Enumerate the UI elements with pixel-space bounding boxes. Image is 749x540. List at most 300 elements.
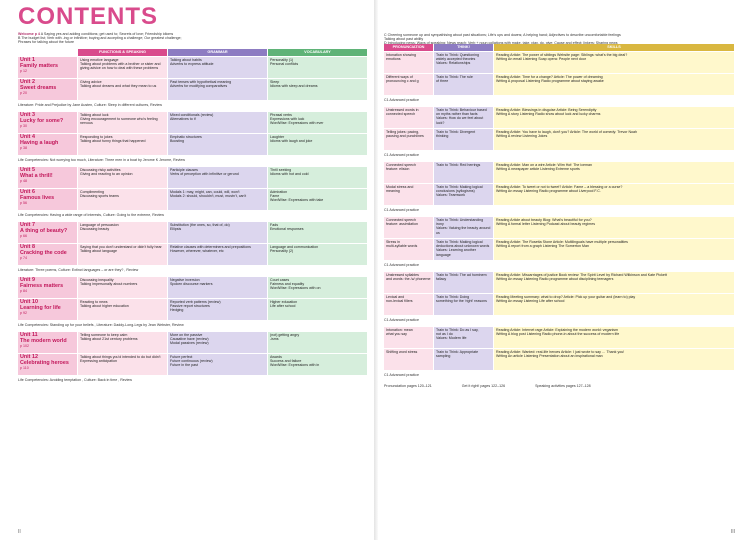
skills-row xyxy=(384,184,735,205)
review-band xyxy=(18,320,368,331)
think-line: irony xyxy=(436,222,444,227)
think-line: Train to Think: Questioning xyxy=(436,53,479,57)
functions-line: Talking about funny things that happened xyxy=(80,139,146,144)
pronunciation-line: Intonation: mean xyxy=(386,328,413,332)
footer-speaking: Speaking activities pages 127–128 xyxy=(535,383,591,388)
grammar-cell xyxy=(168,332,267,353)
think-cell xyxy=(434,107,493,128)
vocabulary-line: Idioms with hot and cold xyxy=(270,172,309,177)
vocabulary-line: Admiration xyxy=(270,190,288,194)
think-line: Train to Think: Behaviour based xyxy=(436,108,487,112)
pronunciation-line: what you say xyxy=(386,332,407,337)
header-skills: SKILLS xyxy=(494,44,734,51)
grammar-line: Boosting xyxy=(170,139,184,144)
think-line: fallacy xyxy=(436,277,447,282)
review-band xyxy=(18,375,368,386)
vocabulary-cell xyxy=(268,222,367,243)
functions-cell xyxy=(78,244,167,265)
vocabulary-line: Life after school xyxy=(270,304,296,309)
think-line: sampling xyxy=(436,354,451,359)
grammar-line: Modal passives (review) xyxy=(170,341,209,346)
skills-line: Reading Article: The Rosetta Stone Article: Multilinguals have multiple personalities xyxy=(496,240,628,244)
skills-line: Writing A proposal Listening Radio programme about staying awake xyxy=(496,79,604,84)
vocabulary-line: Personality (1) xyxy=(270,58,294,62)
skills-line: Reading Article: Man on a wire Article: Wim Hof: The iceman xyxy=(496,163,593,167)
pronunciation-cell xyxy=(384,74,433,95)
pronunciation-line: Unstressed words in xyxy=(386,108,419,112)
pronunciation-line: connected speech xyxy=(386,112,416,117)
skills-row xyxy=(384,294,735,315)
right-table-header xyxy=(384,44,735,51)
pronunciation-line: emotions xyxy=(386,57,401,62)
skills-line: Writing A newspaper article Listening Extreme sports xyxy=(496,167,580,172)
skills-line: Writing A blog post Listening Radio phone-in about the success of modern life xyxy=(496,332,620,337)
review-band xyxy=(18,210,368,221)
review-band xyxy=(18,155,368,166)
page-number-right: III xyxy=(730,529,735,536)
skills-line: Writing An email Listening Soap opera: People next door xyxy=(496,57,587,62)
skills-line: Writing An article Listening Presentation about an inspirational man xyxy=(496,354,603,359)
unit-name: Fairness matters xyxy=(20,282,64,289)
functions-line: Giving advice xyxy=(80,80,102,84)
functions-line: Talking about higher education xyxy=(80,304,129,309)
pronunciation-line: Lexical and xyxy=(386,295,405,299)
review-band xyxy=(18,100,368,111)
right-intro-section xyxy=(384,0,735,44)
skills-line: Reading Article: To tweet or not to tweet? Article: Fame – a blessing or a curse? xyxy=(496,185,623,189)
think-line: deductions about unknown words xyxy=(436,244,490,249)
vocabulary-line: Expressions with luck xyxy=(270,117,305,122)
unit-number: Unit 5 xyxy=(20,167,35,173)
functions-cell xyxy=(78,222,167,243)
unit-row xyxy=(18,277,368,298)
unit-cell xyxy=(18,332,77,353)
skills-cell xyxy=(494,74,734,95)
vocabulary-cell xyxy=(268,244,367,265)
think-line: Train to Think: Divergent xyxy=(436,130,476,134)
unit-name: Sweet dreams xyxy=(20,84,57,91)
functions-line: Expressing anticipation xyxy=(80,359,117,364)
think-line: Train to Think: Making logical xyxy=(436,185,483,189)
vocabulary-line: Awards xyxy=(270,355,282,359)
skills-line: Writing A review Listening Jokes xyxy=(496,134,548,139)
think-line: on myths rather than facts xyxy=(436,112,478,117)
vocabulary-cell xyxy=(268,134,367,155)
unit-number: Unit 6 xyxy=(20,189,35,195)
think-cell xyxy=(434,327,493,348)
page-title: CONTENTS xyxy=(18,3,158,30)
footer-line xyxy=(384,382,735,390)
pronunciation-line: Shifting word stress xyxy=(386,350,418,354)
vocabulary-line: WordWise: Expressions with take xyxy=(270,198,324,203)
functions-line: Talking about 21st century problems xyxy=(80,337,138,342)
footer-get-it-right: Get it right! pages 122–126 xyxy=(461,383,506,388)
review-band-text: Life Competencies: Not worrying too much, Literature: Three men in a boat by Jerome K Jerome, Review xyxy=(18,158,185,163)
header-grammar: GRAMMAR xyxy=(168,49,267,56)
skills-line: Reading Article: The power of siblings Website page: Siblings: what's the big deal? xyxy=(496,53,628,57)
pronunciation-cell xyxy=(384,52,433,73)
left-table-header xyxy=(18,49,368,56)
grammar-line: Alternatives to if xyxy=(170,117,196,122)
grammar-line: Adverbs to express attitude xyxy=(170,62,214,67)
pronunciation-line: Connected speech xyxy=(386,218,416,222)
unit-cell xyxy=(18,134,77,155)
unit-name: A thing of beauty? xyxy=(20,227,68,234)
think-cell xyxy=(434,217,493,238)
pronunciation-cell xyxy=(384,327,433,348)
think-line: Values: Relationships xyxy=(436,61,471,66)
think-line: Train to Think: Red herrings xyxy=(436,163,481,167)
pronunciation-line: non-lexical fillers xyxy=(386,299,413,304)
think-cell xyxy=(434,294,493,315)
functions-line: Talking about dreams and what they mean to us xyxy=(80,84,157,89)
vocabulary-line: Emotional responses xyxy=(270,227,304,232)
unit-page: p 110 xyxy=(20,366,29,371)
unit-page: p 56 xyxy=(20,201,27,206)
functions-line: Giving encouragement to someone who's feeling nervous xyxy=(80,117,158,126)
grammar-cell xyxy=(168,57,267,78)
functions-cell xyxy=(78,277,167,298)
page-number-left: II xyxy=(18,529,21,536)
welcome-line-a: A Saying yes and adding conditions; get used to; Secrets of love; Friendship idioms xyxy=(40,32,174,36)
vocabulary-line: Language and communication xyxy=(270,245,319,249)
unit-name: Learning for life xyxy=(20,304,61,311)
pronunciation-line: Unstressed syllables xyxy=(386,273,419,277)
think-cell xyxy=(434,74,493,95)
functions-cell xyxy=(78,57,167,78)
unit-name: Celebrating heroes xyxy=(20,359,69,366)
header-think: THINK! xyxy=(434,44,493,51)
unit-page: p 12 xyxy=(20,69,27,74)
pronunciation-cell xyxy=(384,239,433,260)
grammar-cell xyxy=(168,79,267,100)
unit-cell xyxy=(18,79,77,100)
functions-line: Talking about things you'd intended to do but didn't xyxy=(80,355,161,359)
think-line: Values: Learning another language xyxy=(436,248,476,257)
skills-row xyxy=(384,52,735,73)
pronunciation-line: feature: assimilation xyxy=(386,222,418,227)
grammar-cell xyxy=(168,244,267,265)
grammar-line: Passive report structures xyxy=(170,304,210,309)
vocabulary-cell xyxy=(268,189,367,210)
functions-line: Talking about language xyxy=(80,249,117,254)
skills-row xyxy=(384,129,735,150)
skills-line: Writing An essay Listening Life after school xyxy=(496,299,565,304)
skills-cell xyxy=(494,184,734,205)
unit-cell xyxy=(18,222,77,243)
think-line: Train to Think: The rule xyxy=(436,75,473,79)
skills-row xyxy=(384,107,735,128)
unit-page: p 84 xyxy=(20,289,27,294)
skills-cell xyxy=(494,129,734,150)
functions-cell xyxy=(78,189,167,210)
unit-row xyxy=(18,134,368,155)
c1-practice-text: C1 Advanced practice xyxy=(384,153,419,158)
vocabulary-cell xyxy=(268,79,367,100)
vocabulary-line: WordWise: Expressions with on xyxy=(270,286,321,291)
skills-line: Reading Article: You have to laugh, don't you? Article: The world of comedy: Trevor Noah xyxy=(496,130,638,134)
grammar-line: Modals 1: may, might, can, could, will, won't xyxy=(170,190,240,194)
review-band xyxy=(18,265,368,276)
c1-practice-band xyxy=(384,95,735,106)
functions-cell xyxy=(78,299,167,320)
unit-number: Unit 2 xyxy=(20,79,35,85)
review-band-text: Literature: Pride and Prejudice by Jane Austen, Culture: Sleep in different cultures, Review xyxy=(18,103,162,108)
unit-number: Unit 10 xyxy=(20,299,38,305)
c1-practice-text: C1 Advanced practice xyxy=(384,373,419,378)
grammar-line: Substitution (the ones, so, that of, do) xyxy=(170,223,230,227)
functions-cell xyxy=(78,167,167,188)
review-band-text: Life Competencies: Standing up for your beliefs , Literature: Daddy-Long-Legs by Jean Webster, Review xyxy=(18,323,184,328)
c1-practice-text: C1 Advanced practice xyxy=(384,263,419,268)
grammar-line: Participle clauses xyxy=(170,168,198,172)
unit-page: p 20 xyxy=(20,91,27,96)
vocabulary-line: WordWise: Expressions with ever xyxy=(270,121,324,126)
pronunciation-line: meaning xyxy=(386,189,400,194)
grammar-cell xyxy=(168,299,267,320)
pronunciation-cell xyxy=(384,107,433,128)
think-cell xyxy=(434,162,493,183)
think-line: Values: Modern life xyxy=(436,336,467,341)
pronunciation-line: Telling jokes: pacing, xyxy=(386,130,420,134)
pronunciation-line: Different ways of xyxy=(386,75,413,79)
grammar-line: Verbs of perception with infinitive or gerund xyxy=(170,172,239,177)
grammar-line: Negative inversion xyxy=(170,278,200,282)
skills-line: Reading Article: Internet rage Article: Explaining the modern world: veganism xyxy=(496,328,619,332)
header-functions: FUNCTIONS & SPEAKING xyxy=(78,49,167,56)
unit-page: p 102 xyxy=(20,344,29,349)
think-cell xyxy=(434,129,493,150)
c1-practice-text: C1 Advanced practice xyxy=(384,98,419,103)
c1-practice-band xyxy=(384,370,735,381)
think-line: Train to Think: Do as I say, xyxy=(436,328,479,332)
right-intro-line-a: C Cheering someone up and sympathising about past situations; Life's ups and downs; A helping hand; Adjectives to describe uncomfortable feelings xyxy=(384,33,621,37)
grammar-line: Reported verb patterns (review) xyxy=(170,300,221,304)
vocabulary-cell xyxy=(268,57,367,78)
pronunciation-cell xyxy=(384,294,433,315)
grammar-line: Adverbs for modifying comparatives xyxy=(170,84,228,89)
functions-line: Discussing risky activities xyxy=(80,168,121,172)
vocabulary-line: Higher education xyxy=(270,300,298,304)
think-line: Train to Think: Appropriate xyxy=(436,350,479,354)
vocabulary-line: Phrasal verbs xyxy=(270,113,292,117)
think-cell xyxy=(434,272,493,293)
skills-line: Writing A formal letter Listening Podcast about beauty regimes xyxy=(496,222,596,227)
think-cell xyxy=(434,239,493,260)
vocabulary-line: Fame xyxy=(270,194,280,199)
header-pronunciation: PRONUNCIATION xyxy=(384,44,433,51)
skills-row xyxy=(384,239,735,260)
grammar-line: Spoken discourse markers xyxy=(170,282,213,287)
unit-row xyxy=(18,222,368,243)
skills-line: Reading Meeting summary: what to drop? Article: Pick up your guitar and (learn to) play xyxy=(496,295,636,299)
think-line: Train to Think: The ad hominem xyxy=(436,273,487,277)
vocabulary-line: Fads xyxy=(270,223,278,227)
pronunciation-line: Intonation showing xyxy=(386,53,416,57)
functions-line: Language of persuasion xyxy=(80,223,119,227)
c1-practice-band xyxy=(384,205,735,216)
review-band-text: Literature: Three poems, Culture: Extinct languages – or are they? , Review xyxy=(18,268,139,273)
review-band-text: Life Competencies: Having a wide range of interests, Culture: Going to the extreme, Review xyxy=(18,213,165,218)
pronunciation-cell xyxy=(384,217,433,238)
c1-practice-band xyxy=(384,150,735,161)
functions-line: Complimenting xyxy=(80,190,104,194)
vocabulary-line: -isms xyxy=(270,337,279,342)
unit-row xyxy=(18,112,368,133)
functions-line: Discussing beauty xyxy=(80,227,110,232)
grammar-line: Future in the past xyxy=(170,363,198,368)
vocabulary-line: WordWise: Expressions with in xyxy=(270,363,320,368)
pronunciation-line: Connected speech xyxy=(386,163,416,167)
vocabulary-cell xyxy=(268,354,367,375)
grammar-line: Ellipsis xyxy=(170,227,182,232)
unit-row xyxy=(18,189,368,210)
functions-line: Talking about luck xyxy=(80,113,109,117)
unit-name: What a thrill! xyxy=(20,172,53,179)
skills-row xyxy=(384,217,735,238)
unit-name: Lucky for some? xyxy=(20,117,64,124)
unit-cell xyxy=(18,354,77,375)
vocabulary-line: Fairness and equality xyxy=(270,282,305,287)
welcome-label: Welcome p 4 xyxy=(18,32,40,36)
vocabulary-cell xyxy=(268,332,367,353)
grammar-line: Future continuous (review) xyxy=(170,359,213,364)
unit-number: Unit 4 xyxy=(20,134,35,140)
pronunciation-line: pronouncing c and g xyxy=(386,79,419,84)
header-blank xyxy=(18,49,77,56)
unit-number: Unit 3 xyxy=(20,112,35,118)
grammar-line: Mixed conditionals (review) xyxy=(170,113,214,117)
skills-line: Reading Article: Blessings in disguise Article: Being Serendipity xyxy=(496,108,597,112)
think-line: Train to Think: Doing xyxy=(436,295,470,299)
vocabulary-line: Personal conflicts xyxy=(270,62,299,67)
grammar-cell xyxy=(168,354,267,375)
skills-row xyxy=(384,74,735,95)
pronunciation-line: Modal stress and xyxy=(386,185,414,189)
unit-cell xyxy=(18,167,77,188)
unit-name: Family matters xyxy=(20,62,59,69)
vocabulary-line: Court cases xyxy=(270,278,290,282)
unit-number: Unit 1 xyxy=(20,57,35,63)
skills-line: Reading Article: Time for a change? Article: The power of dreaming xyxy=(496,75,603,79)
unit-number: Unit 7 xyxy=(20,222,35,228)
unit-cell xyxy=(18,244,77,265)
vocabulary-line: Sleep xyxy=(270,80,280,84)
grammar-line: Past tenses with hypothetical meaning xyxy=(170,80,232,84)
grammar-cell xyxy=(168,222,267,243)
c1-practice-text: C1 Advanced practice xyxy=(384,208,419,213)
functions-line: Responding to jokes xyxy=(80,135,113,139)
c1-practice-band xyxy=(384,315,735,326)
skills-line: Writing An essay Listening Radio programme about Liverpool F.C. xyxy=(496,189,601,194)
vocabulary-line: Idioms with sleep and dreams xyxy=(270,84,318,89)
skills-cell xyxy=(494,272,734,293)
vocabulary-cell xyxy=(268,277,367,298)
unit-number: Unit 8 xyxy=(20,244,35,250)
skills-line: Writing A report from a graph Listening The Somerton Man xyxy=(496,244,589,249)
functions-line: Giving and reacting to an opinion xyxy=(80,172,133,177)
skills-line: Writing A story Listening Radio show about luck and lucky charms xyxy=(496,112,601,117)
pronunciation-line: and words: the /ə/ phoneme xyxy=(386,277,431,282)
unit-page: p 48 xyxy=(20,179,27,184)
unit-page: p 74 xyxy=(20,256,27,261)
unit-cell xyxy=(18,57,77,78)
think-line: something for the 'right' reasons xyxy=(436,299,487,304)
grammar-line: Talking about habits xyxy=(170,58,202,62)
unit-cell xyxy=(18,112,77,133)
pronunciation-line: Stress in xyxy=(386,240,400,244)
unit-row xyxy=(18,332,368,353)
grammar-line: Emphatic structures xyxy=(170,135,202,139)
functions-line: Telling someone to keep calm xyxy=(80,333,128,337)
grammar-cell xyxy=(168,167,267,188)
think-line: widely accepted theories xyxy=(436,57,476,62)
grammar-line: Future perfect xyxy=(170,355,193,359)
pronunciation-cell xyxy=(384,184,433,205)
skills-line: Reading Article: Wanted: real-life heroes Article: I just wrote to say … Thank you! xyxy=(496,350,625,354)
skills-cell xyxy=(494,239,734,260)
think-line: Train to Think: Understanding xyxy=(436,218,484,222)
unit-cell xyxy=(18,189,77,210)
vocabulary-line: Success and failure xyxy=(270,359,302,364)
functions-line: Talking impersonally about numbers xyxy=(80,282,138,287)
grammar-line: More on the passive xyxy=(170,333,203,337)
pronunciation-cell xyxy=(384,162,433,183)
think-line: not as I do xyxy=(436,332,453,337)
right-page xyxy=(378,0,749,540)
vocabulary-cell xyxy=(268,299,367,320)
grammar-line: Hedging xyxy=(170,308,184,313)
welcome-line-b: B The budget list; Verb with -ing or infinitive; buying and accepting a challenge; Our greatest challenge; xyxy=(18,36,182,41)
unit-row xyxy=(18,57,368,78)
pronunciation-line: feature: elision xyxy=(386,167,410,172)
footer-pronunciation: Pronunciation pages 120–121 xyxy=(384,383,432,388)
header-vocabulary: VOCABULARY xyxy=(268,49,367,56)
skills-cell xyxy=(494,294,734,315)
grammar-cell xyxy=(168,277,267,298)
unit-number: Unit 11 xyxy=(20,332,38,338)
unit-name: The modern world xyxy=(20,337,67,344)
functions-cell xyxy=(78,332,167,353)
unit-cell xyxy=(18,299,77,320)
unit-row xyxy=(18,244,368,265)
grammar-cell xyxy=(168,189,267,210)
vocabulary-line: Idioms with laugh and joke xyxy=(270,139,313,144)
skills-row xyxy=(384,162,735,183)
pronunciation-line: multi-syllable words xyxy=(386,244,418,249)
right-table-body xyxy=(384,52,735,381)
grammar-line: Causative have (review) xyxy=(170,337,209,342)
skills-line: Reading Article: Miscarriages of justice Book review: The Spirit Level by Richard Wilkinson and Kate Pickett xyxy=(496,273,667,277)
think-cell xyxy=(434,184,493,205)
left-table-body xyxy=(18,57,368,386)
vocabulary-line: Thrill seeking xyxy=(270,168,292,172)
unit-name: Having a laugh xyxy=(20,139,59,146)
unit-row xyxy=(18,299,368,320)
think-line: Values: Teamwork xyxy=(436,193,466,198)
vocabulary-line: (not) getting angry xyxy=(270,333,300,337)
unit-page: p 38 xyxy=(20,146,27,151)
functions-cell xyxy=(78,112,167,133)
c1-practice-text: C1 Advanced practice xyxy=(384,318,419,323)
left-page xyxy=(0,0,374,540)
think-line: Values: How do we feel about luck? xyxy=(436,116,484,125)
skills-cell xyxy=(494,217,734,238)
think-line: conclusions (syllogisms) xyxy=(436,189,475,194)
pronunciation-cell xyxy=(384,272,433,293)
welcome-line-c: Phrases for talking about the future xyxy=(18,40,74,45)
c1-practice-band xyxy=(384,260,735,271)
